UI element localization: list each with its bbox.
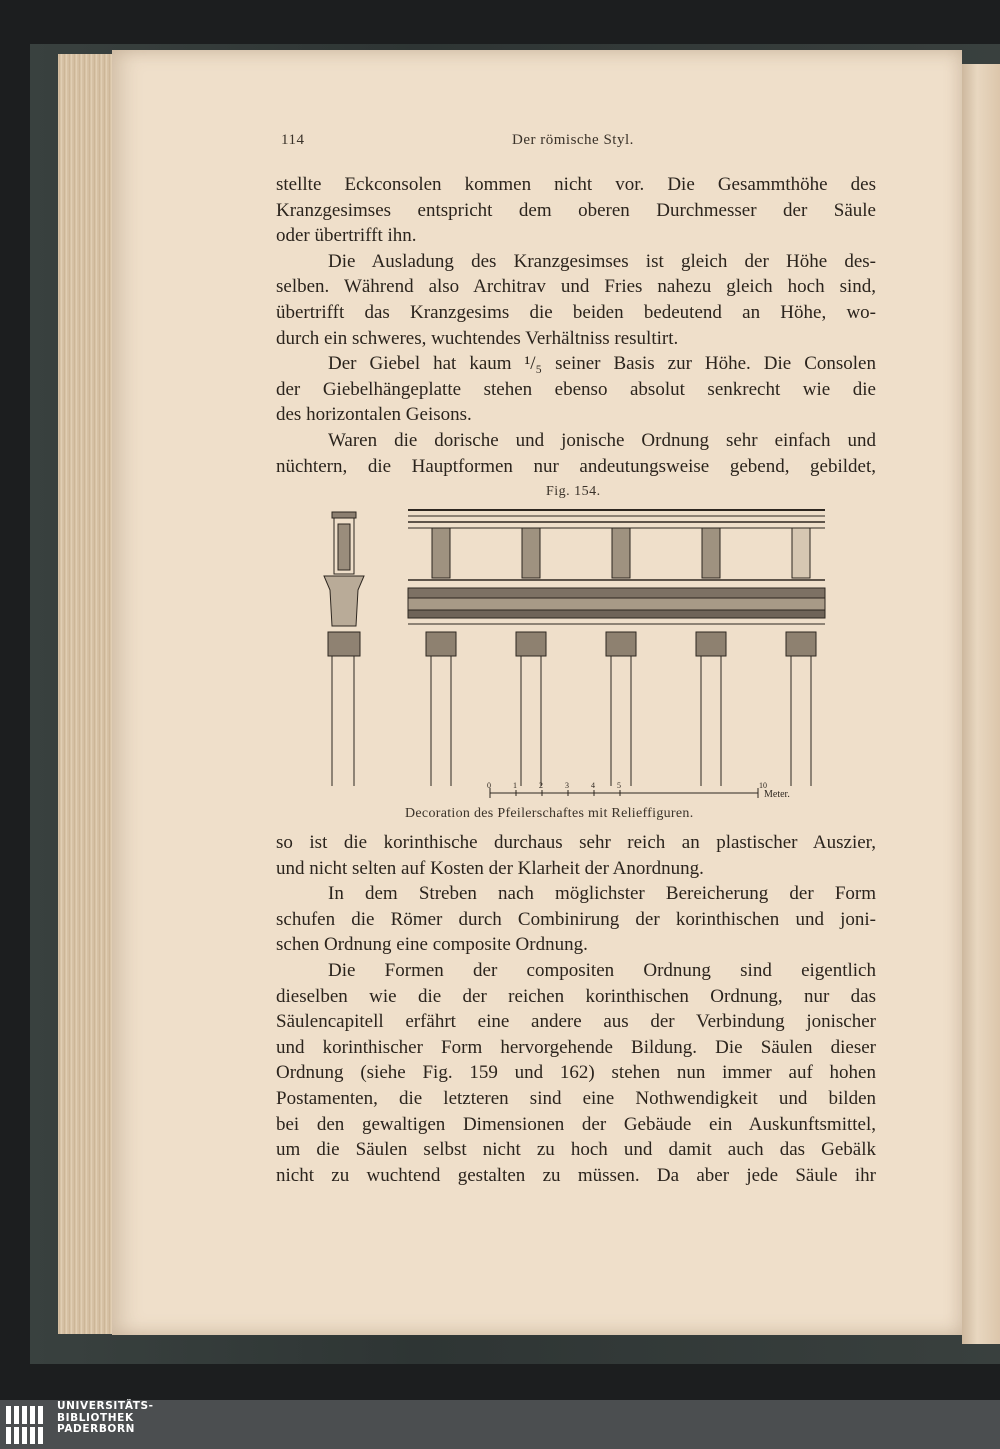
text-line: Waren die dorische und jonische Ordnung sehr einfach und	[328, 429, 876, 451]
figure-caption: Decoration des Pfeilerschaftes mit Relieffiguren.	[405, 806, 694, 821]
scale-tick-label: 1	[513, 781, 517, 790]
text-line: nicht zu wuchtend gestalten zu müssen. Da aber jede Säule ihr	[276, 1164, 876, 1186]
column-shafts	[431, 656, 811, 786]
scale-tick-label: 0	[487, 781, 491, 790]
scale-bar	[490, 788, 758, 798]
library-name-line: UNIVERSITÄTS-	[57, 1400, 154, 1412]
text-line: nüchtern, die Hauptformen nur andeutungsweise gebend, gebildet,	[276, 455, 876, 477]
facing-page-edge	[962, 64, 1000, 1344]
text-line: selben. Während also Architrav und Fries nahezu gleich hoch sind,	[276, 276, 876, 298]
library-name-line: PADERBORN	[57, 1423, 136, 1435]
figure-illustration	[318, 506, 828, 802]
text-line: Kranzgesimses entspricht dem oberen Durchmesser der Säule	[276, 199, 876, 221]
text-line: und korinthischer Form hervorgehende Bildung. Die Säulen dieser	[276, 1036, 876, 1058]
scale-tick-label: 5	[617, 781, 621, 790]
body-text-bottom	[276, 830, 876, 1188]
text-line: Postamenten, die letzteren sind eine Nothwendigkeit und bilden	[276, 1087, 876, 1109]
text-line: schen Ordnung eine composite Ordnung.	[276, 934, 588, 956]
scale-tick-label: 2	[539, 781, 543, 790]
column-capitals	[426, 632, 816, 656]
text-line: Ordnung (siehe Fig. 159 und 162) stehen nun immer auf hohen	[276, 1062, 876, 1084]
text-line: Die Ausladung des Kranzgesimses ist gleich der Höhe des-	[328, 250, 876, 272]
library-name	[57, 1401, 257, 1436]
scale-tick-label: 4	[591, 781, 595, 790]
text-line: Der Giebel hat kaum ¹/₅ seiner Basis zur Höhe. Die Consolen	[328, 353, 876, 375]
text-line: schufen die Römer durch Combinirung der korinthischen und joni-	[276, 908, 876, 930]
text-line: Säulencapitell erfährt eine andere aus der Verbindung jonischer	[276, 1011, 876, 1033]
scale-tick-label: 3	[565, 781, 569, 790]
library-logo-icon	[4, 1404, 48, 1446]
text-line: oder übertrifft ihn.	[276, 225, 417, 247]
scale-tick-label: 10	[759, 781, 767, 790]
text-line: durch ein schweres, wuchtendes Verhältniss resultirt.	[276, 327, 679, 349]
text-line: um die Säulen selbst nicht zu hoch und damit auch das Gebälk	[276, 1139, 876, 1161]
text-line: und nicht selten auf Kosten der Klarheit der Anordnung.	[276, 857, 704, 879]
side-pier-elevation	[324, 512, 364, 786]
relief-panels	[432, 528, 810, 578]
text-line: Die Formen der compositen Ordnung sind eigentlich	[328, 959, 876, 981]
running-title: Der römische Styl.	[512, 132, 634, 148]
figure-label: Fig. 154.	[546, 484, 601, 499]
text-line: stellte Eckconsolen kommen nicht vor. Die Gesammthöhe des	[276, 174, 876, 195]
library-name-line: BIBLIOTHEK	[57, 1411, 134, 1424]
text-line: so ist die korinthische durchaus sehr reich an plastischer Auszier,	[276, 832, 876, 853]
page-number: 114	[281, 132, 305, 148]
body-text-top	[276, 172, 876, 479]
text-line: bei den gewaltigen Dimensionen der Gebäude ein Auskunftsmittel,	[276, 1113, 876, 1135]
text-line: dieselben wie die der reichen korinthischen Ordnung, nur das	[276, 985, 876, 1007]
text-line: der Giebelhängeplatte stehen ebenso absolut senkrecht wie die	[276, 378, 876, 400]
scale-unit: Meter.	[764, 789, 790, 800]
text-line: In dem Streben nach möglichster Bereicherung der Form	[328, 883, 876, 905]
text-line: des horizontalen Geisons.	[276, 404, 472, 426]
page-edges	[58, 54, 120, 1334]
text-line: übertrifft das Kranzgesims die beiden bedeutend an Höhe, wo-	[276, 301, 876, 323]
